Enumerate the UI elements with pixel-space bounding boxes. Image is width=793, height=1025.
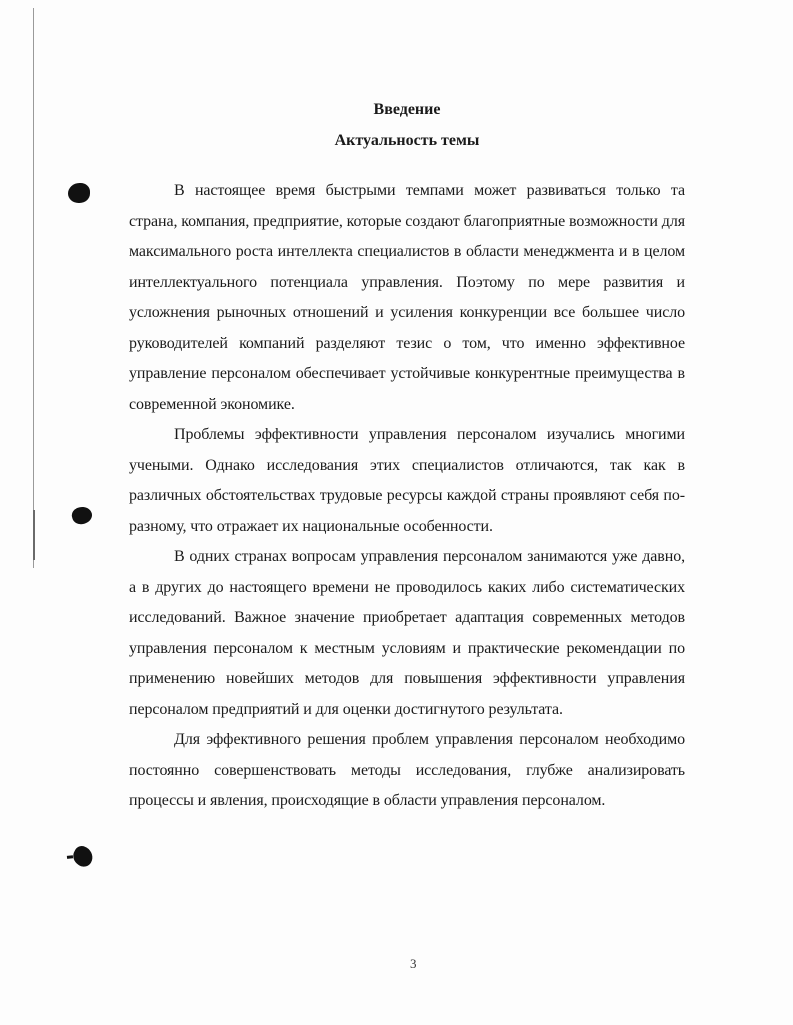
binder-hole-mark-bottom	[70, 843, 97, 869]
page-number: 3	[410, 956, 417, 971]
scan-edge-mark	[33, 510, 35, 560]
paragraph-3: В одних странах вопросам управления персоналом занимаются уже давно, а в других до настоящего времени не проводилось каких либо систематических исследований. Важное значение приобретает адаптация современных методов управления персоналом к местным условиям и практические рекомендации по применению новейших методов для повышения эффективности управления персоналом предприятий и для оценки достигнутого результата.	[129, 548, 685, 718]
paragraph-1: В настоящее время быстрыми темпами может развиваться только та страна, компания, предприятие, которые создают благоприятные возможности для максимального роста интеллекта специалистов в области менеджмента и в целом интеллектуального потенциала управления. Поэтому по мере развития и усложнения рыночных отношений и усиления конкуренции все большее число руководителей компаний разделяют тезис о том, что именно эффективное управление персоналом обеспечивает устойчивые конкурентные преимущества в современной экономике.	[129, 182, 685, 413]
paragraph-4: Для эффективного решения проблем управления персоналом необходимо постоянно совершенствовать методы исследования, глубже анализировать процессы и явления, происходящие в области управления персоналом.	[129, 731, 685, 809]
binder-hole-mark-middle	[70, 505, 94, 527]
page-title: Введение	[373, 101, 441, 118]
scan-edge-line	[33, 8, 34, 568]
paragraph-2: Проблемы эффективности управления персоналом изучались многими учеными. Однако исследования этих специалистов отличаются, так как в различных обстоятельствах трудовые ресурсы каждой страны проявляют себя по-разному, что отражает их национальные особенности.	[129, 426, 685, 535]
section-heading: Актуальность темы	[334, 132, 480, 149]
document-body	[129, 94, 685, 817]
binder-hole-mark-top	[68, 183, 90, 203]
